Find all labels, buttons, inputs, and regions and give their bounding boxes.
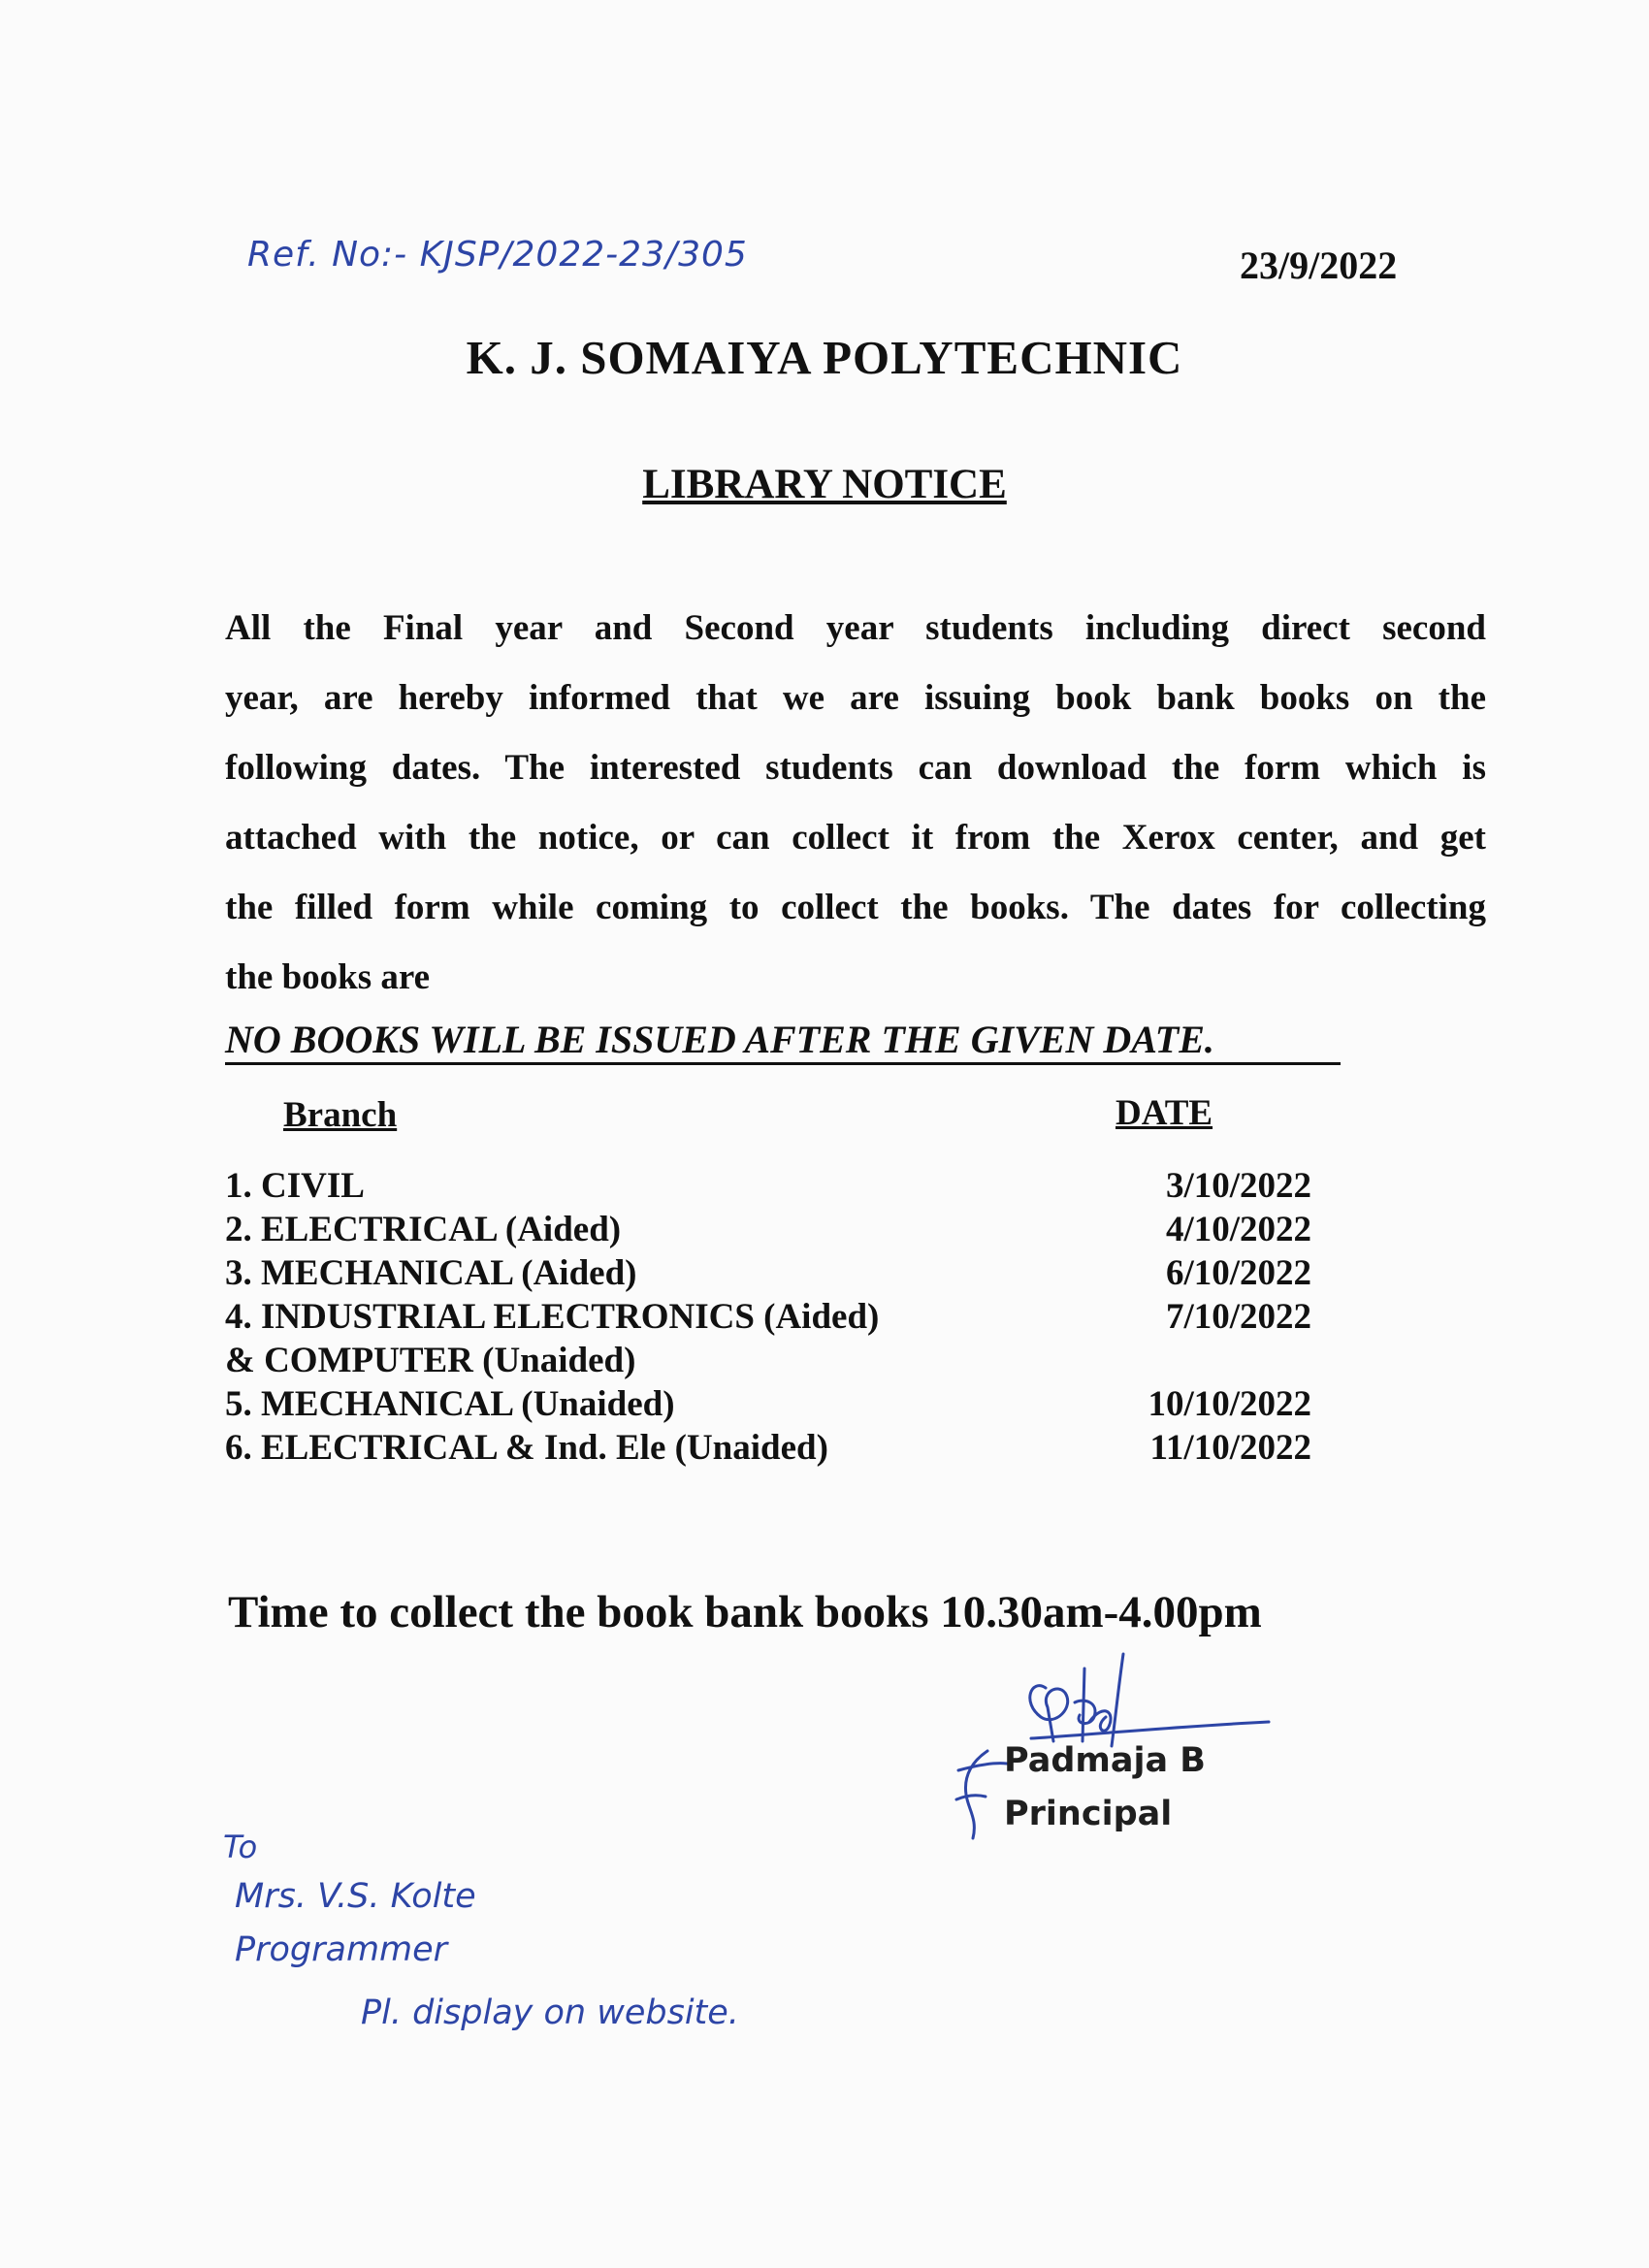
reference-number: Ref. No:- KJSP/2022-23/305 (247, 235, 748, 275)
schedule-row (225, 1382, 1311, 1426)
branch-date: 10/10/2022 (1148, 1384, 1311, 1424)
body-line: All the Final year and Second year students including direct second (225, 608, 1486, 648)
collection-timing: Time to collect the book bank books 10.30am-4.00pm (228, 1587, 1262, 1637)
signatory-name: Padmaja B (1004, 1741, 1206, 1780)
handwritten-recipient: Mrs. V.S. Kolte (235, 1877, 476, 1916)
branch-name: 3. MECHANICAL (Aided) (225, 1253, 637, 1293)
warning-underline (225, 1062, 1341, 1065)
schedule-row (225, 1251, 1311, 1295)
schedule-row (225, 1295, 1311, 1339)
branch-date: 3/10/2022 (1165, 1166, 1311, 1206)
branch-date: 4/10/2022 (1165, 1210, 1311, 1249)
branch-name: 6. ELECTRICAL & Ind. Ele (Unaided) (225, 1428, 828, 1468)
branch-column-header: Branch (283, 1095, 398, 1135)
notice-title: LIBRARY NOTICE (642, 462, 1007, 507)
branch-date: 7/10/2022 (1165, 1297, 1311, 1337)
schedule-row (225, 1164, 1311, 1208)
branch-date: 11/10/2022 (1149, 1428, 1311, 1468)
branch-name: 1. CIVIL (225, 1166, 365, 1206)
branch-name: & COMPUTER (Unaided) (225, 1341, 636, 1380)
branch-name: 2. ELECTRICAL (Aided) (225, 1210, 622, 1249)
institute-name: K. J. SOMAIYA POLYTECHNIC (466, 331, 1183, 384)
notice-date: 23/9/2022 (1240, 243, 1398, 287)
body-line: following dates. The interested students can download the form which is (225, 748, 1486, 788)
handwritten-role: Programmer (235, 1930, 448, 1969)
body-line: the books are (225, 957, 431, 997)
date-column-header: DATE (1116, 1093, 1213, 1133)
branch-name: 5. MECHANICAL (Unaided) (225, 1384, 675, 1424)
signatory-designation: Principal (1004, 1795, 1173, 1833)
body-line: year, are hereby informed that we are issuing book bank books on the (225, 678, 1486, 718)
schedule-row (225, 1426, 1311, 1470)
handwritten-instruction: Pl. display on website. (361, 1993, 739, 2032)
schedule-list (225, 1164, 1311, 1470)
branch-name: 4. INDUSTRIAL ELECTRONICS (Aided) (225, 1297, 880, 1337)
branch-date: 6/10/2022 (1165, 1253, 1311, 1293)
body-line: attached with the notice, or can collect it from the Xerox center, and get (225, 818, 1486, 858)
schedule-row (225, 1208, 1311, 1251)
schedule-row (225, 1339, 1311, 1382)
body-line: the filled form while coming to collect the books. The dates for collecting (225, 888, 1486, 927)
warning-text: NO BOOKS WILL BE ISSUED AFTER THE GIVEN DATE. (225, 1018, 1214, 1061)
notice-body (225, 594, 1486, 1013)
handwritten-to: To (223, 1829, 258, 1865)
